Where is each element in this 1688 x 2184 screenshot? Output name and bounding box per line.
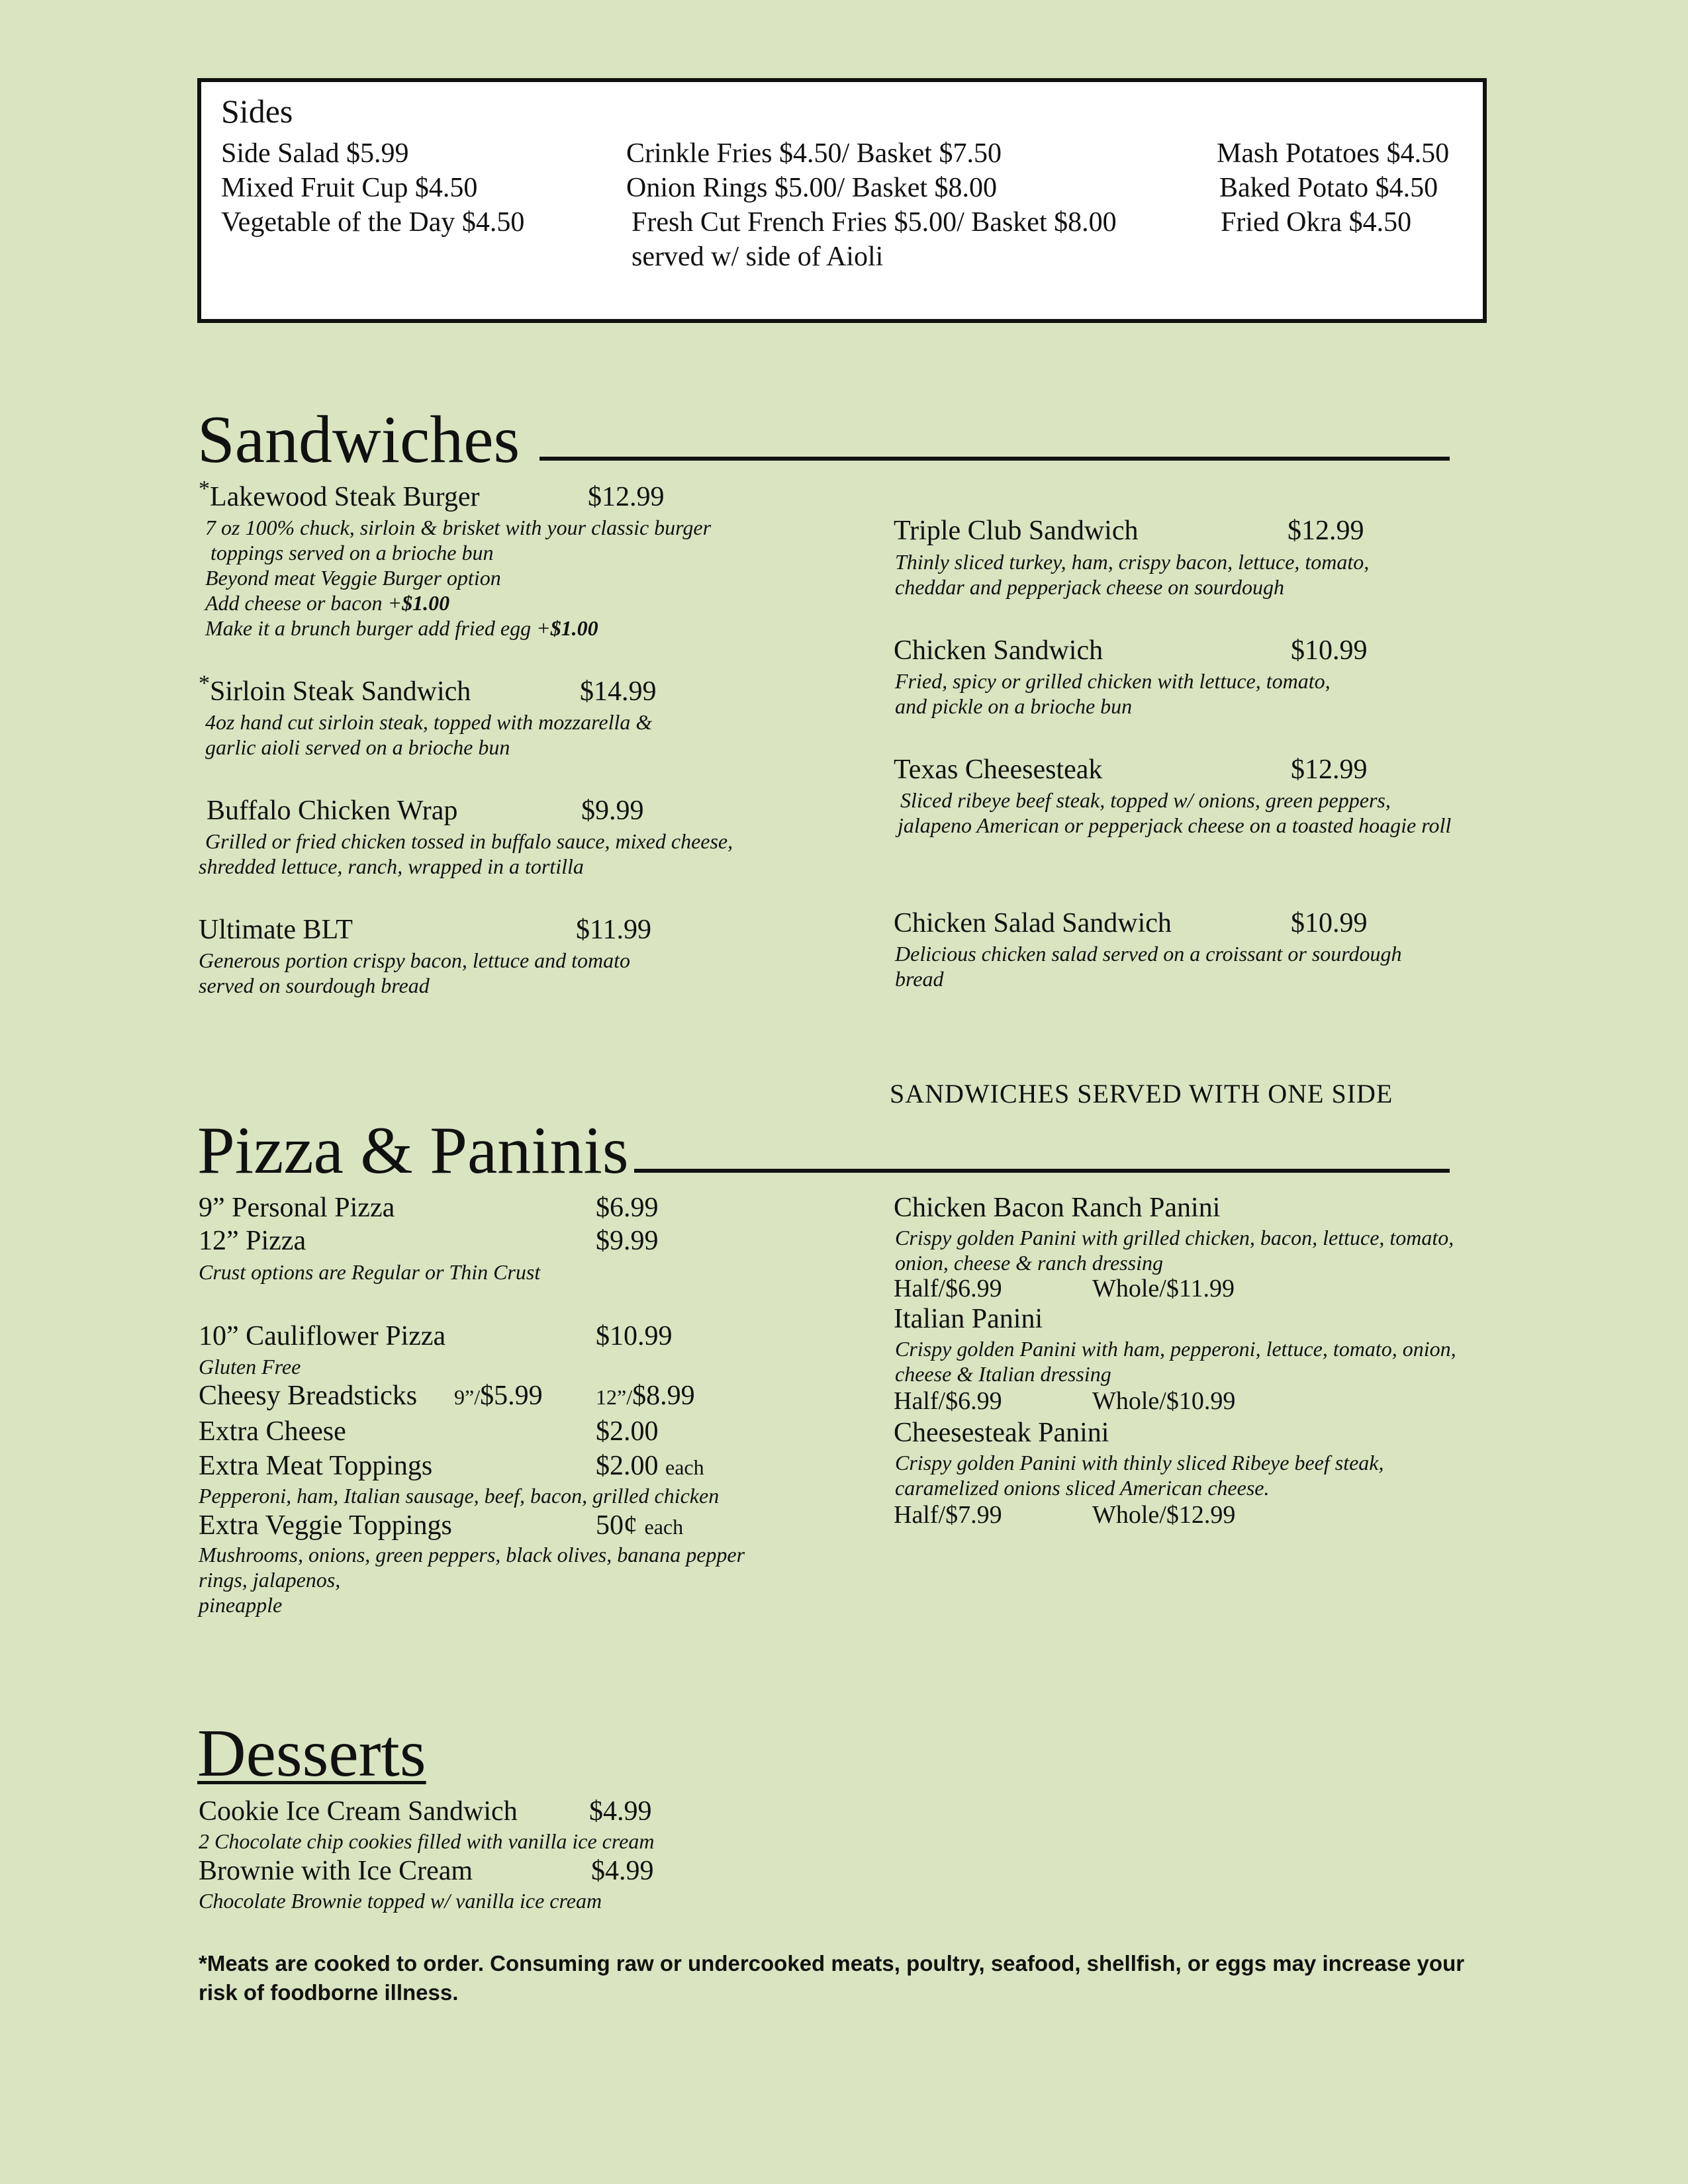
menu-item-name: Cheesesteak Panini [894, 1418, 1109, 1448]
menu-item-name: Chicken Sandwich [894, 635, 1103, 666]
sandwiches-title: Sandwiches [197, 402, 520, 477]
menu-item-desc: Delicious chicken salad served on a croissant or sourdough [895, 942, 1402, 966]
menu-item-price: $14.99 [580, 676, 657, 707]
menu-item-price: $10.99 [1291, 635, 1368, 666]
menu-item-price: $12.99 [588, 482, 665, 512]
menu-item-desc: toppings served on a brioche bun [211, 541, 494, 565]
side-item: Crinkle Fries $4.50/ Basket $7.50 [626, 138, 1002, 169]
menu-item-desc: shredded lettuce, ranch, wrapped in a tortilla [199, 854, 584, 878]
sandwiches-title-rule [539, 457, 1450, 461]
menu-item-desc: Pepperoni, ham, Italian sausage, beef, bacon, grilled chicken [199, 1484, 720, 1508]
menu-item-addon: Make it a brunch burger add fried egg +$1.00 [205, 616, 598, 640]
side-item: Baked Potato $4.50 [1219, 173, 1438, 203]
menu-item-desc: Fried, spicy or grilled chicken with lettuce, tomato, [895, 669, 1331, 693]
menu-item-price: $10.99 [596, 1321, 673, 1351]
menu-item-price: $4.99 [589, 1796, 652, 1827]
menu-item-desc: Grilled or fried chicken tossed in buffalo sauce, mixed cheese, [205, 829, 733, 853]
menu-item-name: 12” Pizza [199, 1226, 306, 1256]
side-item: Fresh Cut French Fries $5.00/ Basket $8.00 [632, 207, 1117, 238]
menu-item-price: $12.99 [1291, 754, 1368, 785]
pizza-title-rule [634, 1169, 1450, 1173]
menu-item-price: $10.99 [1291, 908, 1368, 938]
menu-item-price: Half/$6.99 [894, 1275, 1002, 1302]
side-item: Mixed Fruit Cup $4.50 [221, 173, 478, 203]
menu-item-desc: garlic aioli served on a brioche bun [205, 735, 510, 759]
menu-item-price: $9.99 [596, 1226, 659, 1256]
menu-item-name: Buffalo Chicken Wrap [207, 796, 458, 826]
menu-item-desc: 4oz hand cut sirloin steak, topped with mozzarella & [205, 710, 653, 734]
menu-item-name: Extra Veggie Toppings [199, 1510, 452, 1541]
menu-item-name: *Lakewood Steak Burger [199, 477, 480, 512]
menu-item-desc: rings, jalapenos, [199, 1568, 341, 1592]
menu-item-price: $2.00 [596, 1416, 659, 1447]
menu-item-name: Cheesy Breadsticks [199, 1381, 418, 1411]
sides-box [197, 78, 1487, 323]
menu-item-desc: 2 Chocolate chip cookies filled with vanilla ice cream [199, 1829, 655, 1853]
menu-item-price: Whole/$12.99 [1092, 1501, 1236, 1529]
menu-item-desc: bread [895, 967, 944, 991]
menu-item-desc: Chocolate Brownie topped w/ vanilla ice cream [199, 1889, 602, 1913]
side-item: Onion Rings $5.00/ Basket $8.00 [626, 173, 998, 203]
menu-item-desc: Generous portion crispy bacon, lettuce and tomato [199, 948, 631, 972]
menu-item-name: Brownie with Ice Cream [199, 1856, 473, 1886]
menu-item-desc: jalapeno American or pepperjack cheese on a toasted hoagie roll [898, 813, 1452, 837]
menu-item-desc: Sliced ribeye beef steak, topped w/ onions, green peppers, [900, 788, 1391, 812]
sandwiches-served-note: SANDWICHES SERVED WITH ONE SIDE [890, 1079, 1393, 1109]
side-item: Fried Okra $4.50 [1221, 207, 1412, 238]
menu-item-name: Triple Club Sandwich [894, 516, 1139, 546]
pizza-title: Pizza & Paninis [197, 1113, 629, 1188]
menu-item-name: Chicken Salad Sandwich [894, 908, 1172, 938]
menu-item-desc: Crispy golden Panini with thinly sliced Ribeye beef steak, [895, 1451, 1384, 1475]
food-safety-disclaimer: *Meats are cooked to order. Consuming raw or undercooked meats, poultry, seafood, shellfish, or eggs may increase your risk of foodborne illness. [199, 1951, 1465, 2005]
menu-item-price: $12.99 [1288, 516, 1364, 546]
side-item: Mash Potatoes $4.50 [1217, 138, 1450, 169]
menu-item-price: $11.99 [576, 915, 651, 945]
menu-item-desc: cheese & Italian dressing [895, 1362, 1111, 1386]
menu-item-price: Whole/$10.99 [1092, 1387, 1236, 1415]
menu-item-name: Extra Meat Toppings [199, 1451, 433, 1481]
menu-item-price: 50¢ each [596, 1510, 684, 1541]
menu-item-desc: Mushrooms, onions, green peppers, black olives, banana pepper [199, 1543, 745, 1567]
menu-item-price: $2.00 each [596, 1451, 704, 1481]
menu-item-addon: Add cheese or bacon +$1.00 [205, 591, 450, 615]
menu-item-price: Half/$7.99 [894, 1501, 1002, 1529]
menu-item-name: Ultimate BLT [199, 915, 353, 945]
menu-item-desc: Beyond meat Veggie Burger option [205, 566, 501, 590]
menu-item-name: Texas Cheesesteak [894, 754, 1103, 785]
desserts-title: Desserts [197, 1716, 426, 1791]
menu-item-name: Chicken Bacon Ranch Panini [894, 1193, 1221, 1223]
menu-item-name: Extra Cheese [199, 1416, 346, 1447]
menu-item-desc: onion, cheese & ranch dressing [895, 1251, 1163, 1275]
menu-item-desc: pineapple [199, 1593, 283, 1617]
menu-item-name: 10” Cauliflower Pizza [199, 1321, 446, 1351]
side-item: Side Salad $5.99 [221, 138, 409, 169]
menu-item-name: *Sirloin Steak Sandwich [199, 671, 471, 707]
menu-item-desc: cheddar and pepperjack cheese on sourdough [895, 575, 1284, 599]
menu-item-price: 9”/$5.99 [454, 1381, 543, 1411]
menu-item-desc: Gluten Free [199, 1355, 301, 1379]
menu-item-price: $9.99 [581, 796, 644, 826]
menu-item-price: Half/$6.99 [894, 1387, 1002, 1415]
menu-item-price: $4.99 [591, 1856, 654, 1886]
menu-item-desc: Crispy golden Panini with grilled chicken, bacon, lettuce, tomato, [895, 1226, 1454, 1250]
menu-item-name: Italian Panini [894, 1304, 1043, 1334]
menu-item-name: 9” Personal Pizza [199, 1193, 395, 1223]
menu-item-price: 12”/$8.99 [596, 1381, 695, 1411]
menu-item-desc: 7 oz 100% chuck, sirloin & brisket with your classic burger [205, 516, 712, 539]
menu-item-name: Cookie Ice Cream Sandwich [199, 1796, 518, 1827]
side-item-note: served w/ side of Aioli [632, 242, 884, 272]
sides-title: Sides [221, 93, 293, 130]
menu-item-price: $6.99 [596, 1193, 659, 1223]
menu-item-desc: Thinly sliced turkey, ham, crispy bacon, lettuce, tomato, [895, 550, 1370, 574]
menu-item-desc: served on sourdough bread [199, 974, 430, 997]
menu-item-desc: and pickle on a brioche bun [895, 694, 1133, 718]
menu-item-desc: caramelized onions sliced American cheese. [895, 1476, 1270, 1500]
side-item: Vegetable of the Day $4.50 [221, 207, 525, 238]
menu-item-desc: Crust options are Regular or Thin Crust [199, 1260, 541, 1284]
menu-item-desc: Crispy golden Panini with ham, pepperoni, lettuce, tomato, onion, [895, 1337, 1456, 1361]
menu-item-price: Whole/$11.99 [1092, 1275, 1235, 1302]
